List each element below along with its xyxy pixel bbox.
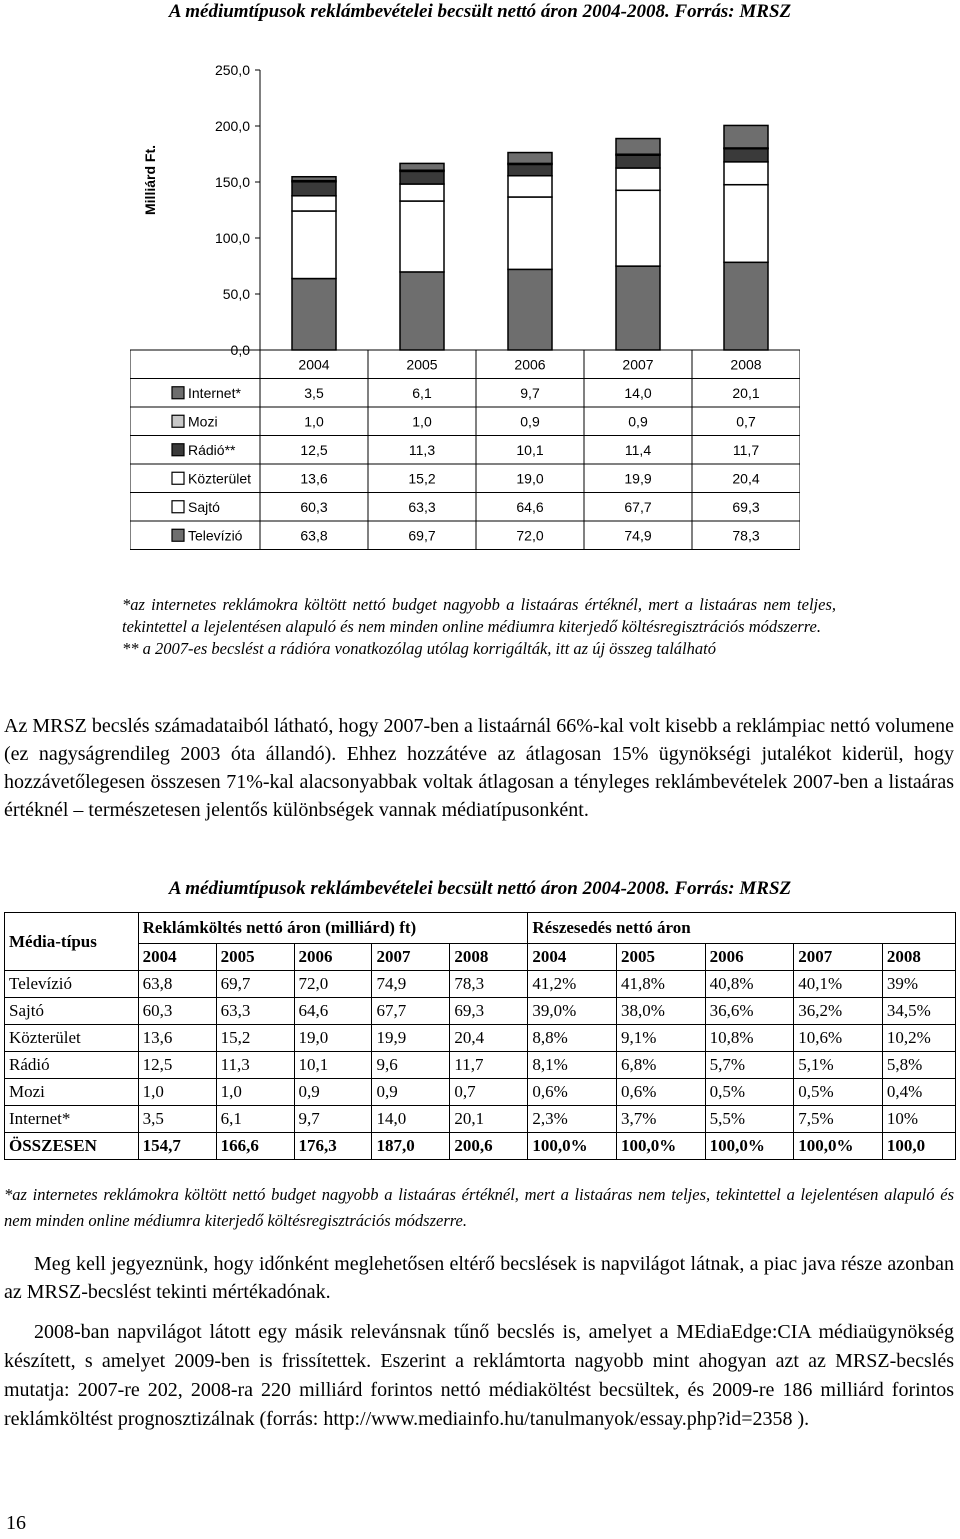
table-cell: 9,6	[372, 1052, 450, 1079]
data-label: 64,6	[516, 498, 544, 515]
data-label: 0,7	[736, 413, 756, 430]
header-year: 2006	[705, 944, 794, 971]
header-year: 2005	[216, 944, 294, 971]
table-cell: 100,0%	[528, 1133, 617, 1160]
table-cell: 9,7	[294, 1106, 372, 1133]
table-cell: 40,1%	[794, 971, 883, 998]
table-cell: 0,7	[450, 1079, 528, 1106]
table-cell: 6,1	[216, 1106, 294, 1133]
table-cell: 166,6	[216, 1133, 294, 1160]
page-number: 16	[6, 1512, 26, 1534]
body-paragraph-3: 2008-ban napvilágot látott egy másik relevánsnak tűnő becslés is, amelyet a MEdiaEdge:CIA médiaügynökség készített, s amelyet 2009-ben is frissítettek. Eszerint a reklámtorta nagyobb mint ahogyan azt az MRSZ-becslés mutatja: 2007-re 202, 2008-ra 220 milliárd forintos nettó médiaköltést becsültek, és 2009-re 186 milliárd forintos reklámköltést prognosztizálnak (forrás: http://www.mediainfo.hu/tanulmanyok/essay.php?id=2358 ).	[4, 1321, 954, 1430]
legend-label: Internet*	[188, 384, 241, 401]
table-cell: 3,7%	[617, 1106, 706, 1133]
bar-segment	[508, 269, 552, 350]
data-label: 19,0	[516, 470, 544, 487]
bar-segment	[616, 168, 660, 190]
table-cell: 38,0%	[617, 998, 706, 1025]
table-cell: 154,7	[138, 1133, 216, 1160]
table-cell: 0,5%	[794, 1079, 883, 1106]
bar-segment	[724, 149, 768, 162]
table-row	[5, 1079, 956, 1106]
table-cell: 2,3%	[528, 1106, 617, 1133]
table-cell: 20,1	[450, 1106, 528, 1133]
y-tick-label: 150,0	[214, 174, 250, 190]
bar-segment	[508, 197, 552, 269]
table-cell: 6,8%	[617, 1052, 706, 1079]
table-footnote: *az internetes reklámokra költött nettó budget nagyobb a listaáras értéknél, mert a listaáras nem teljes, tekintettel a lejelentésen alapuló és nem minden online médiumra kiterjedő költésregisztrációs módszerre.	[4, 1185, 954, 1230]
table-cell: 69,3	[450, 998, 528, 1025]
table-cell: 10,6%	[794, 1025, 883, 1052]
table-cell: 67,7	[372, 998, 450, 1025]
row-media-name: Mozi	[5, 1079, 139, 1106]
table-title: A médiumtípusok reklámbevételei becsült nettó áron 2004-2008. Forrás: MRSZ	[168, 878, 792, 899]
table-cell: 8,8%	[528, 1025, 617, 1052]
data-label: 74,9	[624, 527, 652, 544]
table-cell: 5,7%	[705, 1052, 794, 1079]
legend-swatch	[172, 387, 184, 399]
data-label: 15,2	[408, 470, 436, 487]
y-tick-label: 250,0	[214, 62, 250, 78]
table-cell: 36,2%	[794, 998, 883, 1025]
table-cell: 69,7	[216, 971, 294, 998]
chart-footnote-internet: *az internetes reklámokra költött nettó budget nagyobb a listaáras értéknél, mert a listaáras nem teljes, tekintettel a lejelentésen alapuló és nem minden online médiumra kiterjedő költésregisztrációs módszerre.	[122, 595, 836, 636]
table-cell: 9,1%	[617, 1025, 706, 1052]
bar-segment	[724, 185, 768, 263]
table-cell: 41,8%	[617, 971, 706, 998]
table-cell: 0,6%	[528, 1079, 617, 1106]
bar-segment	[508, 164, 552, 175]
table-cell: 1,0	[138, 1079, 216, 1106]
table-cell: 0,4%	[882, 1079, 955, 1106]
data-label: 78,3	[732, 527, 760, 544]
media-revenue-table	[4, 912, 956, 1160]
table-cell: 39%	[882, 971, 955, 998]
table-cell: 63,3	[216, 998, 294, 1025]
bar-segment	[292, 279, 336, 350]
table-cell: 12,5	[138, 1052, 216, 1079]
header-year: 2004	[138, 944, 216, 971]
data-label: 69,7	[408, 527, 436, 544]
table-row	[5, 998, 956, 1025]
data-label: 9,7	[520, 384, 540, 401]
table-cell: 7,5%	[794, 1106, 883, 1133]
header-year: 2006	[294, 944, 372, 971]
bar-segment	[400, 163, 444, 170]
y-tick-label: 50,0	[222, 286, 250, 302]
x-tick-label: 2004	[298, 356, 330, 373]
table-row	[5, 1025, 956, 1052]
data-label: 19,9	[624, 470, 652, 487]
data-label: 72,0	[516, 527, 544, 544]
legend-label: Közterület	[188, 470, 252, 487]
data-label: 6,1	[412, 384, 432, 401]
row-media-name: Rádió	[5, 1052, 139, 1079]
x-tick-label: 2006	[514, 356, 546, 373]
table-row	[5, 1133, 956, 1160]
chart-footnote-radio: ** a 2007-es becslést a rádióra vonatkozólag utólag korrigálták, itt az új összeg található	[122, 639, 716, 658]
data-label: 11,4	[624, 441, 652, 458]
table-cell: 36,6%	[705, 998, 794, 1025]
data-label: 63,8	[300, 527, 328, 544]
header-year: 2008	[882, 944, 955, 971]
row-media-name: ÖSSZESEN	[5, 1133, 139, 1160]
bar-segment	[724, 125, 768, 148]
data-label: 0,9	[520, 413, 540, 430]
bar-segment	[292, 211, 336, 279]
bar-segment	[400, 272, 444, 350]
header-year: 2008	[450, 944, 528, 971]
row-media-name: Internet*	[5, 1106, 139, 1133]
table-row	[5, 971, 956, 998]
data-label: 63,3	[408, 498, 436, 515]
data-label: 14,0	[624, 384, 652, 401]
table-cell: 10,1	[294, 1052, 372, 1079]
table-cell: 20,4	[450, 1025, 528, 1052]
table-cell: 63,8	[138, 971, 216, 998]
bar-segment	[292, 177, 336, 181]
stacked-bar-chart	[130, 40, 800, 560]
table-cell: 5,5%	[705, 1106, 794, 1133]
table-cell: 100,0%	[617, 1133, 706, 1160]
table-cell: 15,2	[216, 1025, 294, 1052]
data-label: 13,6	[300, 470, 328, 487]
chart-title: A médiumtípusok reklámbevételei becsült nettó áron 2004-2008. Forrás: MRSZ	[168, 1, 792, 22]
table-cell: 19,0	[294, 1025, 372, 1052]
header-year: 2005	[617, 944, 706, 971]
table-cell: 74,9	[372, 971, 450, 998]
data-label: 3,5	[304, 384, 324, 401]
header-year: 2007	[372, 944, 450, 971]
bar-segment	[616, 139, 660, 155]
data-label: 0,9	[628, 413, 648, 430]
data-label: 11,7	[732, 441, 760, 458]
bar-segment	[724, 262, 768, 350]
table-cell: 34,5%	[882, 998, 955, 1025]
bars	[292, 125, 768, 350]
y-axis	[215, 62, 260, 358]
body-paragraph-2: Meg kell jegyeznünk, hogy időnként meglehetősen eltérő becslések is napvilágot látnak, a piac java része azonban az MRSZ-becslést tekinti mértékadónak.	[4, 1253, 954, 1303]
table-cell: 5,1%	[794, 1052, 883, 1079]
table-cell: 200,6	[450, 1133, 528, 1160]
legend-swatch	[172, 415, 184, 427]
table-cell: 11,7	[450, 1052, 528, 1079]
table-cell: 78,3	[450, 971, 528, 998]
bar-segment	[400, 184, 444, 201]
table-cell: 41,2%	[528, 971, 617, 998]
data-label: 1,0	[304, 413, 324, 430]
table-cell: 3,5	[138, 1106, 216, 1133]
legend-swatch	[172, 529, 184, 541]
y-tick-label: 200,0	[214, 118, 250, 134]
x-tick-label: 2008	[730, 356, 762, 373]
body-paragraph-1: Az MRSZ becslés számadataiból látható, hogy 2007-ben a listaárnál 66%-kal volt kisebb a reklámpiac nettó volumene (ez nagyságrendileg 2003 óta állandó). Ehhez hozzátéve az átlagosan 15% ügynökségi jutalékot kiderül, hogy hozzávetőlegesen összesen 71%-kal alacsonyabbak voltak átlagosan a tényleges reklámbevételek 2007-ben a listaáras értéknél – természetesen jelentős különbségek vannak médiatípusonként.	[4, 715, 954, 821]
table-cell: 72,0	[294, 971, 372, 998]
table-cell: 8,1%	[528, 1052, 617, 1079]
table-header-row-2	[5, 944, 956, 971]
data-label: 20,4	[732, 470, 760, 487]
table-cell: 5,8%	[882, 1052, 955, 1079]
table-body	[5, 971, 956, 1160]
data-label: 1,0	[412, 413, 432, 430]
table-cell: 40,8%	[705, 971, 794, 998]
table-cell: 10,2%	[882, 1025, 955, 1052]
bar-segment	[400, 201, 444, 272]
table-cell: 0,9	[372, 1079, 450, 1106]
legend-label: Rádió**	[188, 441, 236, 458]
x-tick-label: 2005	[406, 356, 438, 373]
bar-segment	[724, 162, 768, 185]
table-cell: 0,5%	[705, 1079, 794, 1106]
legend-swatch	[172, 472, 184, 484]
row-media-name: Sajtó	[5, 998, 139, 1025]
legend-swatch	[172, 501, 184, 513]
table-cell: 100,0%	[705, 1133, 794, 1160]
table-cell: 64,6	[294, 998, 372, 1025]
bar-segment	[292, 196, 336, 211]
data-label: 60,3	[300, 498, 328, 515]
table-cell: 10,8%	[705, 1025, 794, 1052]
data-label: 10,1	[516, 441, 544, 458]
legend-swatch	[172, 444, 184, 456]
table-cell: 11,3	[216, 1052, 294, 1079]
data-label: 20,1	[732, 384, 760, 401]
table-cell: 39,0%	[528, 998, 617, 1025]
bar-segment	[508, 153, 552, 164]
y-tick-label: 0,0	[230, 342, 250, 358]
table-cell: 1,0	[216, 1079, 294, 1106]
data-label: 69,3	[732, 498, 760, 515]
table-cell: 0,6%	[617, 1079, 706, 1106]
table-cell: 19,9	[372, 1025, 450, 1052]
bar-segment	[616, 266, 660, 350]
bar-segment	[292, 182, 336, 196]
table-cell: 176,3	[294, 1133, 372, 1160]
header-year: 2004	[528, 944, 617, 971]
header-year: 2007	[794, 944, 883, 971]
bar-segment	[616, 155, 660, 168]
table-row	[5, 1106, 956, 1133]
bar-segment	[400, 171, 444, 184]
data-label: 11,3	[408, 441, 436, 458]
chart-footnotes	[122, 594, 836, 660]
x-tick-label: 2007	[622, 356, 654, 373]
table-row	[5, 1052, 956, 1079]
header-group-spend: Reklámköltés nettó áron (milliárd) ft)	[138, 913, 528, 944]
legend-label: Televízió	[188, 527, 243, 544]
table-cell: 14,0	[372, 1106, 450, 1133]
y-axis-label: Milliárd Ft.	[142, 145, 158, 215]
row-media-name: Televízió	[5, 971, 139, 998]
legend-label: Mozi	[188, 413, 218, 430]
table-cell: 60,3	[138, 998, 216, 1025]
y-tick-label: 100,0	[214, 230, 250, 246]
table-cell: 100,0%	[794, 1133, 883, 1160]
table-cell: 10%	[882, 1106, 955, 1133]
legend-label: Sajtó	[188, 498, 220, 515]
header-media-type: Média-típus	[5, 913, 139, 971]
table-cell: 187,0	[372, 1133, 450, 1160]
bar-segment	[508, 176, 552, 197]
table-header-row-1	[5, 913, 956, 944]
row-media-name: Közterület	[5, 1025, 139, 1052]
table-cell: 13,6	[138, 1025, 216, 1052]
bar-segment	[616, 190, 660, 266]
data-label: 12,5	[300, 441, 328, 458]
data-label: 67,7	[624, 498, 652, 515]
header-group-share: Részesedés nettó áron	[528, 913, 956, 944]
table-cell: 0,9	[294, 1079, 372, 1106]
table-cell: 100,0	[882, 1133, 955, 1160]
